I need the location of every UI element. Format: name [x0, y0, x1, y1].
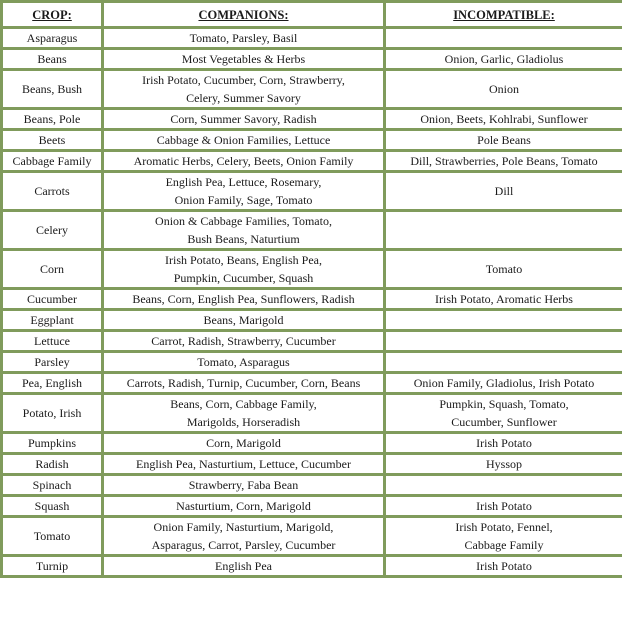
- incompatible-line: Irish Potato, Fennel,: [455, 520, 553, 534]
- incompatible-cell: [385, 49, 622, 70]
- table-row: [2, 352, 622, 373]
- companions-cell: [103, 373, 385, 394]
- companions-cell: [103, 454, 385, 475]
- companions-line: Pumpkin, Cucumber, Squash: [173, 271, 314, 285]
- table-row: [2, 70, 622, 109]
- companions-line: English Pea: [215, 559, 272, 573]
- header-crop: CROP:: [2, 2, 103, 28]
- companions-cell: [103, 250, 385, 289]
- table-row: [2, 172, 622, 211]
- companions-line: English Pea, Lettuce, Rosemary,: [165, 175, 322, 189]
- incompatible-cell: [385, 496, 622, 517]
- incompatible-line: Tomato: [485, 262, 523, 276]
- companions-cell: [103, 49, 385, 70]
- incompatible-cell: [385, 556, 622, 577]
- table-row: [2, 211, 622, 250]
- incompatible-line: Onion Family, Gladiolus, Irish Potato: [413, 376, 595, 390]
- companions-line: Onion Family, Nasturtium, Marigold,: [153, 520, 334, 534]
- crop-cell: Corn: [2, 250, 103, 289]
- incompatible-line: Cucumber, Sunflower: [451, 415, 557, 429]
- table-row: [2, 289, 622, 310]
- incompatible-line: Onion, Beets, Kohlrabi, Sunflower: [420, 112, 588, 126]
- crop-cell: Carrots: [2, 172, 103, 211]
- incompatible-line: Dill: [494, 184, 514, 198]
- table-row: [2, 109, 622, 130]
- companions-cell: [103, 109, 385, 130]
- header-row: [2, 2, 622, 28]
- companions-cell: [103, 394, 385, 433]
- table-row: [2, 433, 622, 454]
- companions-cell: [103, 172, 385, 211]
- crop-cell: Eggplant: [2, 310, 103, 331]
- table-row: [2, 454, 622, 475]
- table-row: [2, 556, 622, 577]
- crop-cell: Asparagus: [2, 28, 103, 49]
- companions-cell: [103, 28, 385, 49]
- crop-cell: Potato, Irish: [2, 394, 103, 433]
- companions-cell: [103, 70, 385, 109]
- incompatible-line: Irish Potato: [476, 436, 532, 450]
- companions-cell: [103, 310, 385, 331]
- incompatible-cell: [385, 475, 622, 496]
- crop-cell: Tomato: [2, 517, 103, 556]
- incompatible-line: Cabbage Family: [464, 538, 544, 552]
- crop-cell: Pea, English: [2, 373, 103, 394]
- table-row: [2, 151, 622, 172]
- incompatible-line: Onion, Garlic, Gladiolus: [444, 52, 564, 66]
- companions-line: Carrots, Radish, Turnip, Cucumber, Corn, Beans: [126, 376, 361, 390]
- incompatible-line: Hyssop: [485, 457, 522, 471]
- companions-line: Onion Family, Sage, Tomato: [174, 193, 313, 207]
- incompatible-cell: [385, 373, 622, 394]
- incompatible-cell: [385, 172, 622, 211]
- crop-cell: Beans: [2, 49, 103, 70]
- incompatible-cell: [385, 211, 622, 250]
- table-row: [2, 28, 622, 49]
- companions-line: Beans, Marigold: [203, 313, 284, 327]
- incompatible-cell: [385, 517, 622, 556]
- companions-line: Tomato, Asparagus: [197, 355, 290, 369]
- companions-line: Beans, Corn, English Pea, Sunflowers, Radish: [132, 292, 355, 306]
- incompatible-cell: [385, 310, 622, 331]
- crop-cell: Squash: [2, 496, 103, 517]
- incompatible-cell: [385, 331, 622, 352]
- companions-line: Cabbage & Onion Families, Lettuce: [156, 133, 331, 147]
- crop-cell: Beans, Pole: [2, 109, 103, 130]
- companions-cell: [103, 517, 385, 556]
- companions-line: Most Vegetables & Herbs: [181, 52, 306, 66]
- header-incompatible: INCOMPATIBLE:: [385, 2, 622, 28]
- incompatible-cell: [385, 70, 622, 109]
- companions-line: Asparagus, Carrot, Parsley, Cucumber: [151, 538, 336, 552]
- incompatible-line: Irish Potato, Aromatic Herbs: [435, 292, 573, 306]
- incompatible-cell: [385, 130, 622, 151]
- incompatible-cell: [385, 250, 622, 289]
- crop-cell: Beans, Bush: [2, 70, 103, 109]
- companions-cell: [103, 151, 385, 172]
- table-row: [2, 394, 622, 433]
- companions-cell: [103, 556, 385, 577]
- crop-cell: Turnip: [2, 556, 103, 577]
- crop-cell: Beets: [2, 130, 103, 151]
- incompatible-cell: [385, 454, 622, 475]
- incompatible-cell: [385, 151, 622, 172]
- companions-line: Beans, Corn, Cabbage Family,: [170, 397, 317, 411]
- header-companions: COMPANIONS:: [103, 2, 385, 28]
- incompatible-cell: [385, 433, 622, 454]
- crop-cell: Spinach: [2, 475, 103, 496]
- table-row: [2, 475, 622, 496]
- companions-line: Irish Potato, Beans, English Pea,: [165, 253, 322, 267]
- companions-cell: [103, 475, 385, 496]
- incompatible-line: Irish Potato: [476, 499, 532, 513]
- companions-cell: [103, 433, 385, 454]
- companions-cell: [103, 331, 385, 352]
- companions-line: Bush Beans, Naturtium: [187, 232, 300, 246]
- companions-line: Celery, Summer Savory: [186, 91, 301, 105]
- crop-cell: Cucumber: [2, 289, 103, 310]
- crop-cell: Celery: [2, 211, 103, 250]
- companions-line: Strawberry, Faba Bean: [188, 478, 299, 492]
- companions-line: Corn, Marigold: [206, 436, 281, 450]
- incompatible-line: Pumpkin, Squash, Tomato,: [439, 397, 569, 411]
- table-row: [2, 49, 622, 70]
- table-row: [2, 517, 622, 556]
- table-row: [2, 331, 622, 352]
- companions-line: Onion & Cabbage Families, Tomato,: [155, 214, 332, 228]
- incompatible-cell: [385, 352, 622, 373]
- companions-cell: [103, 496, 385, 517]
- table-body: [2, 28, 622, 577]
- companions-line: Marigolds, Horseradish: [186, 415, 301, 429]
- companions-line: Aromatic Herbs, Celery, Beets, Onion Family: [133, 154, 354, 168]
- companions-line: Corn, Summer Savory, Radish: [170, 112, 317, 126]
- incompatible-line: Irish Potato: [476, 559, 532, 573]
- crop-cell: Pumpkins: [2, 433, 103, 454]
- incompatible-line: Pole Beans: [477, 133, 531, 147]
- companions-cell: [103, 211, 385, 250]
- crop-cell: Lettuce: [2, 331, 103, 352]
- table-row: [2, 373, 622, 394]
- incompatible-cell: [385, 289, 622, 310]
- companions-line: Nasturtium, Corn, Marigold: [176, 499, 311, 513]
- companions-cell: [103, 130, 385, 151]
- table-row: [2, 310, 622, 331]
- incompatible-cell: [385, 28, 622, 49]
- incompatible-cell: [385, 394, 622, 433]
- table-row: [2, 496, 622, 517]
- incompatible-cell: [385, 109, 622, 130]
- companions-line: Tomato, Parsley, Basil: [189, 31, 298, 45]
- table-row: [2, 130, 622, 151]
- incompatible-line: Onion: [489, 82, 519, 96]
- companions-line: Carrot, Radish, Strawberry, Cucumber: [151, 334, 336, 348]
- companions-line: English Pea, Nasturtium, Lettuce, Cucumber: [136, 457, 351, 471]
- companions-line: Irish Potato, Cucumber, Corn, Strawberry,: [142, 73, 345, 87]
- companions-cell: [103, 352, 385, 373]
- incompatible-line: Dill, Strawberries, Pole Beans, Tomato: [410, 154, 598, 168]
- crop-cell: Radish: [2, 454, 103, 475]
- crop-cell: Parsley: [2, 352, 103, 373]
- table-row: [2, 250, 622, 289]
- companions-cell: [103, 289, 385, 310]
- crop-cell: Cabbage Family: [2, 151, 103, 172]
